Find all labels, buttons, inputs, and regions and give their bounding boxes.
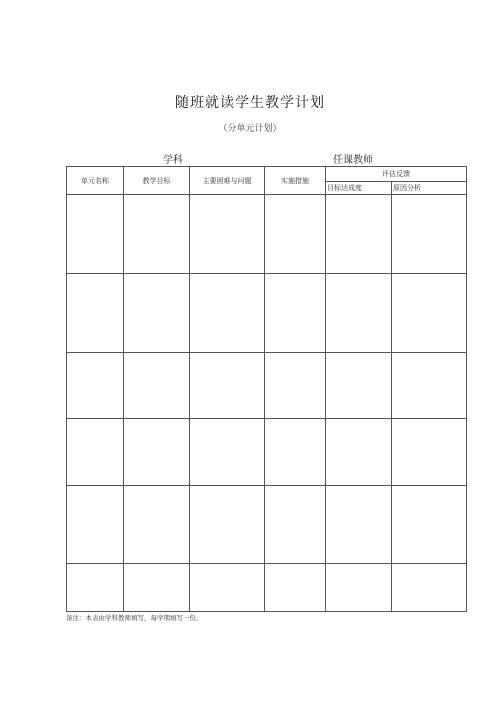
document-subtitle: （分单元计划） (218, 124, 282, 134)
table-row (67, 486, 467, 564)
cell-main-difficulties[interactable] (190, 419, 265, 486)
cell-measures[interactable] (265, 353, 326, 419)
cell-main-difficulties[interactable] (190, 274, 265, 353)
cell-main-difficulties[interactable] (190, 353, 265, 419)
header-cause-analysis: 原因分析 (392, 182, 467, 195)
cell-main-difficulties[interactable] (190, 195, 265, 274)
table-row (67, 564, 467, 612)
cell-teaching-goal[interactable] (124, 486, 190, 564)
cell-teaching-goal[interactable] (124, 564, 190, 612)
header-goal-achievement: 目标达成度 (326, 182, 392, 195)
header-measures: 实施措施 (265, 167, 326, 195)
cell-unit-name[interactable] (67, 564, 124, 612)
cell-measures[interactable] (265, 564, 326, 612)
cell-cause-analysis[interactable] (392, 195, 467, 274)
subject-label: 学科 (163, 155, 183, 166)
table-row (67, 195, 467, 274)
cell-measures[interactable] (265, 274, 326, 353)
header-feedback: 评估反馈 (326, 167, 467, 182)
cell-cause-analysis[interactable] (392, 353, 467, 419)
cell-cause-analysis[interactable] (392, 274, 467, 353)
footnote: 备注：本表由学科教师填写，每学期填写一份。 (66, 614, 203, 622)
table-row (67, 419, 467, 486)
cell-main-difficulties[interactable] (190, 486, 265, 564)
document-title: 随班就读学生教学计划 (175, 95, 325, 111)
cell-goal-achievement[interactable] (326, 274, 392, 353)
cell-teaching-goal[interactable] (124, 419, 190, 486)
cell-unit-name[interactable] (67, 274, 124, 353)
table-row (67, 274, 467, 353)
cell-goal-achievement[interactable] (326, 195, 392, 274)
cell-unit-name[interactable] (67, 486, 124, 564)
cell-cause-analysis[interactable] (392, 419, 467, 486)
cell-unit-name[interactable] (67, 353, 124, 419)
cell-unit-name[interactable] (67, 195, 124, 274)
teacher-label: 任课教师 (333, 155, 373, 166)
teaching-plan-table (66, 166, 467, 612)
cell-teaching-goal[interactable] (124, 353, 190, 419)
cell-measures[interactable] (265, 195, 326, 274)
cell-teaching-goal[interactable] (124, 195, 190, 274)
cell-measures[interactable] (265, 419, 326, 486)
header-main-difficulties: 主要困难与问题 (190, 167, 265, 195)
cell-main-difficulties[interactable] (190, 564, 265, 612)
cell-goal-achievement[interactable] (326, 486, 392, 564)
header-teaching-goal: 教学目标 (124, 167, 190, 195)
cell-measures[interactable] (265, 486, 326, 564)
cell-goal-achievement[interactable] (326, 419, 392, 486)
cell-cause-analysis[interactable] (392, 564, 467, 612)
cell-cause-analysis[interactable] (392, 486, 467, 564)
cell-goal-achievement[interactable] (326, 564, 392, 612)
cell-unit-name[interactable] (67, 419, 124, 486)
header-unit-name: 单元名称 (67, 167, 124, 195)
cell-teaching-goal[interactable] (124, 274, 190, 353)
cell-goal-achievement[interactable] (326, 353, 392, 419)
table-row (67, 353, 467, 419)
